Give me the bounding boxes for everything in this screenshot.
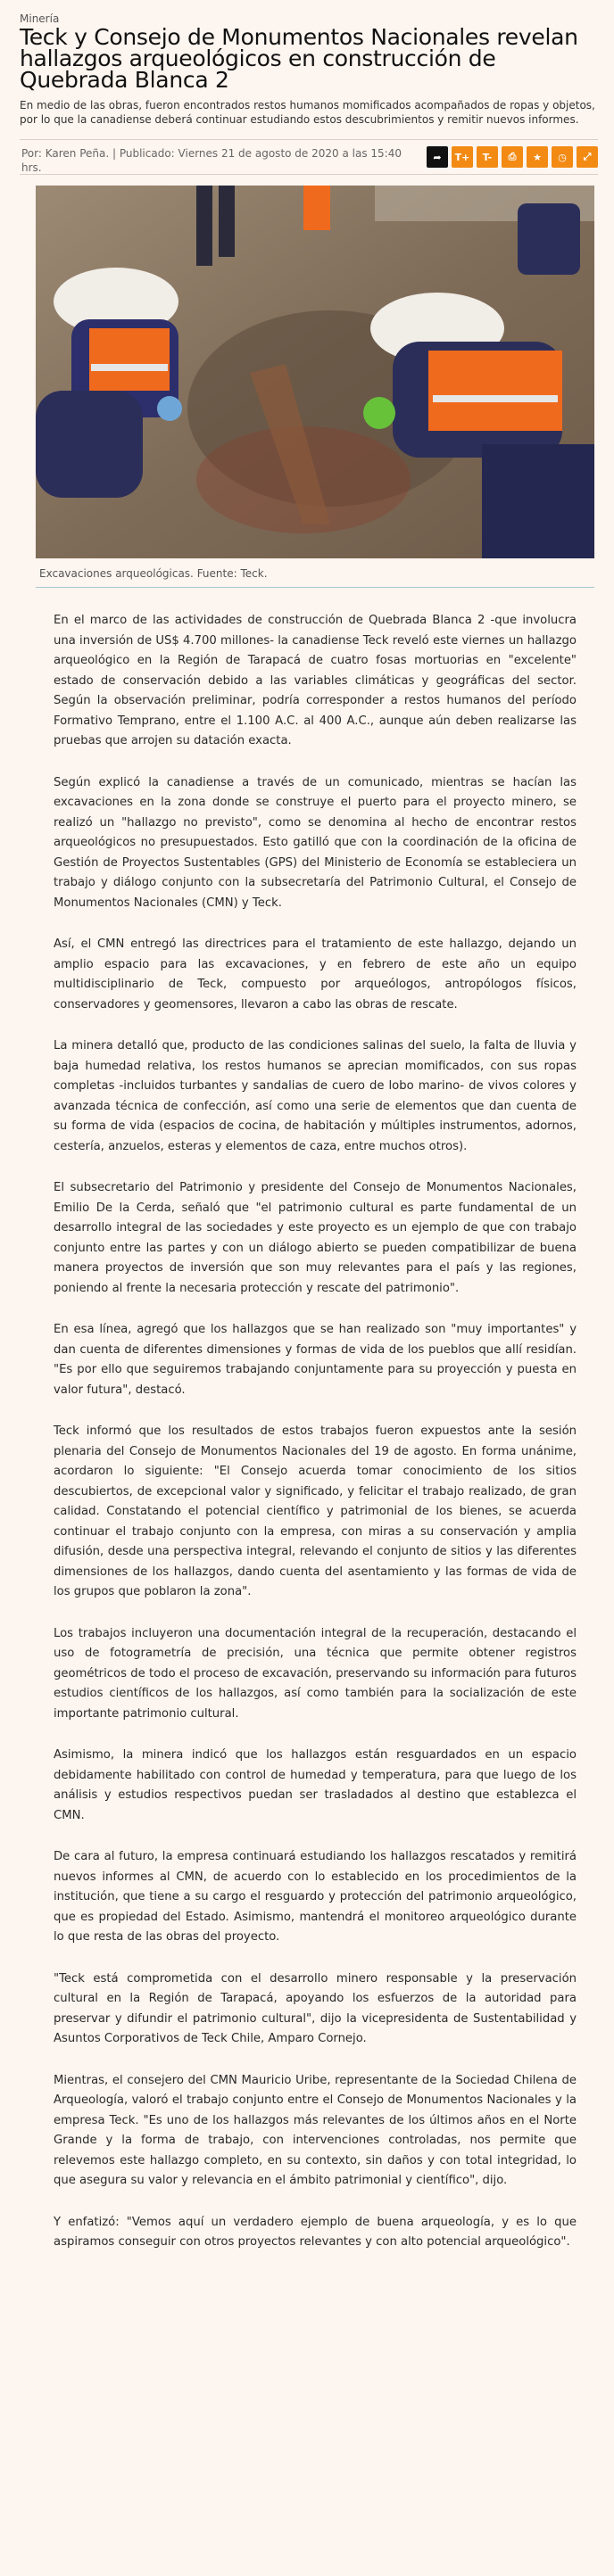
- article-headline: Teck y Consejo de Monumentos Nacionales revelan hallazgos arqueológicos en construcción de Quebrada Blanca 2: [20, 24, 578, 93]
- body-paragraph: "Teck está comprometida con el desarrollo minero responsable y la preservación cultural en la Región de Tarapacá, apoyando los esfuerzos de la autoridad para preservar y difundir el patrimonio cultural", dijo la vicepresidenta de Sustentabilidad y Asuntos Corporativos de Teck Chile, Amparo Cornejo.: [54, 1971, 577, 2045]
- body-paragraph: Mientras, el consejero del CMN Mauricio Uribe, representante de la Sociedad Chilena de Arqueología, valoró el trabajo conjunto entre el Consejo de Monumentos Nacionales y la empresa Teck. "Es uno de los hallazgos más relevantes de los últimos años en el Norte Grande y la forma de trabajo, con intervenciones controladas, nos permite que relevemos este hallazgo completo, en su contexto, sin daños y con total integridad, lo que asegura su valor y relevancia en el ámbito patrimonial y científico", dijo.: [54, 2073, 577, 2187]
- share-toolbar: [427, 146, 598, 168]
- print-icon[interactable]: ⎙: [502, 146, 523, 168]
- font-increase-icon[interactable]: T+: [452, 146, 473, 168]
- byline-bar: [20, 139, 598, 175]
- body-paragraph: Y enfatizó: "Vemos aquí un verdadero ejemplo de buena arqueología, y es lo que aspiramos conseguir con otros proyectos relevantes y con alto potencial arqueológico".: [54, 2215, 577, 2249]
- article-lead: En medio de las obras, fueron encontrados restos humanos momificados acompañados de ropas y objetos, por lo que la canadiense deberá continuar estudiando estos descubrimientos y remitir nuevos informes.: [20, 99, 595, 126]
- body-paragraph: El subsecretario del Patrimonio y presidente del Consejo de Monumentos Nacionales, Emilio De la Cerda, señaló que "el patrimonio cultural es parte fundamental de un desarrollo integral de las sociedades y este proyecto es un ejemplo de que con trabajo conjunto entre las partes y con un diálogo abierto se pueden compatibilizar de buena manera proyectos de inversión que son muy relevantes para el país y las regiones, poniendo al frente la necesaria protección y rescate del patrimonio".: [54, 1181, 577, 1295]
- body-paragraph: En el marco de las actividades de construcción de Quebrada Blanca 2 -que involucra una inversión de US$ 4.700 millones- la canadiense Teck reveló este viernes un hallazgo arqueológico en la Región de Tarapacá de cuatro fosas mortuorias en "excelente" estado de conservación debido a las variables climáticas y geográficas del sector. Según la observación preliminar, podría corresponder a restos humanos del período Formativo Temprano, entre el 1.100 A.C. al 400 A.C., aunque aún deben realizarse las pruebas que arrojen su datación exacta.: [54, 614, 577, 747]
- body-paragraph: Según explicó la canadiense a través de un comunicado, mientras se hacían las excavaciones en la zona donde se construye el puerto para el proyecto minero, se realizó un "hallazgo no previsto", como se denomina al hecho de encontrar restos arqueológicos no presupuestados. Esto gatilló que con la coordinación de la oficina de Gestión de Proyectos Sustentables (GPS) del Ministerio de Economía se estableciera un trabajo y diálogo conjunto con la subsecretaría del Patrimonio Cultural, el Consejo de Monumentos Nacionales (CMN) y Teck.: [54, 775, 577, 910]
- article-figure: [36, 186, 594, 588]
- body-paragraph: De cara al futuro, la empresa continuará estudiando los hallazgos rescatados y remitirá nuevos informes al CMN, de acuerdo con lo establecido en los procedimientos de la institución, que tiene a su cargo el resguardo y protección del patrimonio arqueológico, que es propiedad del Estado. Asimismo, mantendrá el monitoreo arqueológico durante lo que resta de las obras del proyecto.: [54, 1850, 577, 1944]
- clock-icon[interactable]: ◷: [552, 146, 573, 168]
- share-arrow-icon[interactable]: ➦: [427, 146, 448, 168]
- body-paragraph: Así, el CMN entregó las directrices para el tratamiento de este hallazgo, dejando un amplio espacio para las excavaciones, y en febrero de este año un equipo multidisciplinario de Teck, compuesto por arqueólogos, antropólogos físicos, conservadores y geomensores, llevaron a cabo las obras de rescate.: [54, 937, 577, 1011]
- body-paragraph: En esa línea, agregó que los hallazgos que se han realizado son "muy importantes" y dan cuenta de diferentes dimensiones y formas de vida de los pueblos que allí residían. "Es por ello que seguiremos trabajando conjuntamente para su proyección y puesta en valor futura", destacó.: [54, 1323, 577, 1397]
- excavation-photo-illustration: [36, 186, 594, 558]
- body-paragraph: Los trabajos incluyeron una documentación integral de la recuperación, destacando el uso de fotogrametría de precisión, una técnica que permite obtener registros geométricos de todo el proceso de excavación, preservando su información para futuros estudios científicos de los hallazgos, así como también para la socialización de este importante patrimonio cultural.: [54, 1626, 577, 1721]
- body-paragraph: Teck informó que los resultados de estos trabajos fueron expuestos ante la sesión plenaria del Consejo de Monumentos Nacionales del 19 de agosto. En forma unánime, acordaron lo siguiente: "El Consejo acuerda tomar conocimiento de los sitios descubiertos, de excepcional valor y significado, y felicitar el trabajo realizado, de gran calidad. Constatando el potencial científico y patrimonial de los bienes, se acuerda continuar el trabajo conjunto con la empresa, con miras a su conservación y amplia difusión, desde una perspectiva integral, relevando el conjunto de sitios y las diferentes dimensiones de los hallazgos, dando cuenta del asentamiento y las formas de vida de los grupos que poblaron la zona".: [54, 1424, 577, 1598]
- star-icon[interactable]: ★: [527, 146, 548, 168]
- excavation-photo: [36, 186, 594, 558]
- photo-caption: Excavaciones arqueológicas. Fuente: Teck.: [36, 558, 594, 588]
- body-paragraph: La minera detalló que, producto de las condiciones salinas del suelo, la falta de lluvia y baja humedad relativa, los restos humanos se aprecian momificados, con sus ropas completas -incluidos turbantes y sandalias de cuero de lobo marino- de vivos colores y avanzada técnica de confección, así como una serie de elementos que dan cuenta de su forma de vida (espacios de cocina, de habitación y múltiples instrumentos, adornos, cestería, anzuelos, esteras y elementos de caza, entre muchos otros).: [54, 1039, 577, 1153]
- font-decrease-icon[interactable]: T-: [477, 146, 498, 168]
- expand-icon[interactable]: ⤢: [577, 146, 598, 168]
- article-body: [54, 588, 577, 2253]
- category-label[interactable]: Minería: [20, 12, 60, 25]
- byline: Por: Karen Peña. | Publicado: Viernes 21 de agosto de 2020 a las 15:40 hrs.: [21, 147, 402, 174]
- body-paragraph: Asimismo, la minera indicó que los hallazgos están resguardados en un espacio debidamente habilitado con control de humedad y temperatura, para que luego de los análisis y estudios respectivos puedan ser trasladados al destino que establezca el CMN.: [54, 1748, 577, 1822]
